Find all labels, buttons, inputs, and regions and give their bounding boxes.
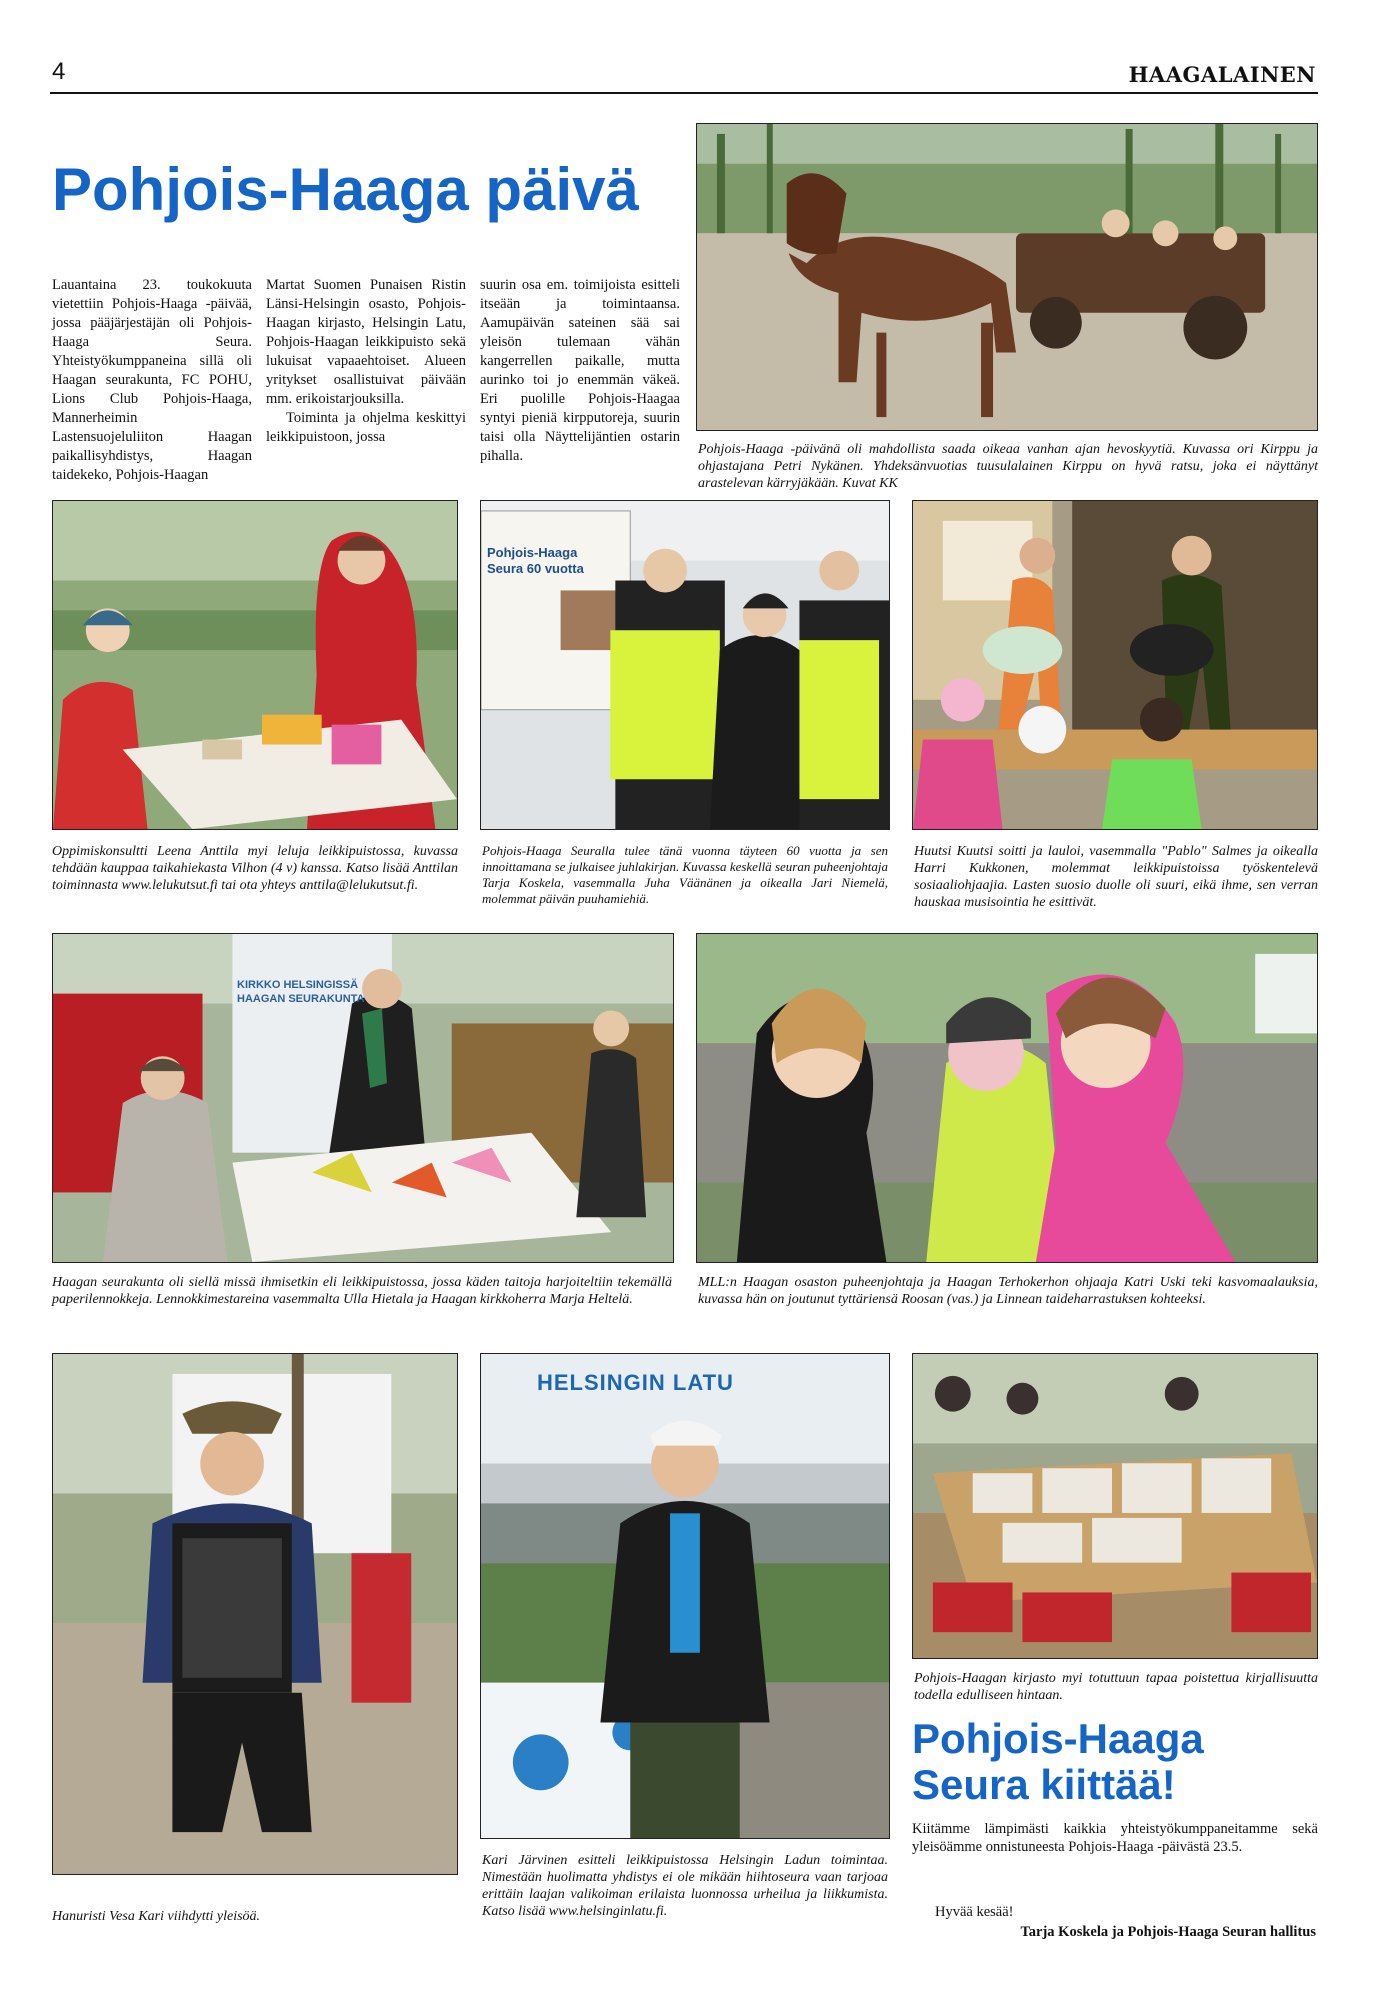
article-column-1 bbox=[52, 276, 252, 485]
photo-church-booth bbox=[52, 933, 674, 1263]
page-number: 4 bbox=[52, 58, 66, 85]
caption-book-sale: Pohjois-Haagan kirjasto myi totuttuun tapaa poistettua kirjallisuutta todella edulliseen hintaan. bbox=[914, 1671, 1318, 1703]
thanks-greeting: Hyvää kesää! bbox=[935, 1904, 1014, 1920]
tent-text: HELSINGIN LATU bbox=[537, 1370, 734, 1395]
caption-toy-seller: Oppimiskonsultti Leena Anttila myi leluja leikkipuistossa, kuvassa tehdään kauppaa taikahiekasta Vilhon (4 v) kanssa. Katso lisää Anttilan toiminnasta www.lelukutsut.fi tai ota yhteys anttila@lelukutsut.fi. bbox=[52, 844, 458, 893]
column-2-paragraph-1: Martat Suomen Punaisen Ristin Länsi-Helsingin osasto, Pohjois-Haagan kirjasto, Helsingin Latu, Pohjois-Haagan leikkipuisto sekä lukuisat vapaaehtoiset. Alueen yritykset osallistuivat päivään mm. erikoistarjouksilla. bbox=[266, 277, 466, 407]
caption-face-painting: MLL:n Haagan osaston puheenjohtaja ja Haagan Terhokerhon ohjaaja Katri Uski teki kasvomaalauksia, kuvassa hän on joutunut tyttäriensä Roosan (vas.) ja Linnean taideharrastuksen kohteeksi. bbox=[698, 1275, 1318, 1307]
church-banner-text: KIRKKO HELSINGISSÄ HAAGAN SEURAKUNTA bbox=[237, 979, 365, 1005]
column-3-paragraph-1: suurin osa em. toimijoista esitteli itseään ja toimintaansa. Aamupäivän sateinen sää sai yleisön tulemaan vähän kangerrellen paikalle, mutta aurinko toi jo enemmän väkeä. Eri puolille Pohjois-Haagaa syntyi pieniä kirpputoreja, suurin taisi olla Näyttelijäntien ostarin pihalla. bbox=[480, 277, 680, 464]
caption-musicians: Huutsi Kuutsi soitti ja lauloi, vasemmalla "Pablo" Salmes ja oikealla Harri Kukkonen, molemmat leikkipuistoissa työskentelevä sosiaaliohjaajia. Lasten suosio duolle oli suuri, eikä ihme, sen verran hauskaa musisointia he esittivät. bbox=[914, 844, 1318, 910]
publication-name: HAAGALAINEN bbox=[1128, 62, 1316, 87]
photo-face-painting bbox=[696, 933, 1318, 1263]
caption-seura-board: Pohjois-Haaga Seuralla tulee tänä vuonna täyteen 60 vuotta ja sen innoittamana se julkaisee juhlakirjan. Kuvassa keskellä seuran puheenjohtaja Tarja Koskela, vasemmalla Juha Väänänen ja oikealla Jari Niemelä, molemmat päivän puuhamiehiä. bbox=[482, 843, 888, 906]
photo-musicians bbox=[912, 500, 1318, 830]
photo-accordion-player bbox=[52, 1353, 458, 1875]
article-title: Pohjois-Haaga päivä bbox=[52, 156, 639, 223]
thanks-body: Kiitämme lämpimästi kaikkia yhteistyökumppaneitamme sekä yleisöämme onnistuneesta Pohjois-Haaga -päivästä 23.5. bbox=[912, 1821, 1318, 1855]
photo-toy-seller bbox=[52, 500, 458, 830]
header-rule bbox=[50, 92, 1318, 94]
photo-horse-cart bbox=[696, 123, 1318, 431]
caption-accordion-player: Hanuristi Vesa Kari viihdytti yleisöä. bbox=[52, 1909, 261, 1924]
photo-helsingin-latu bbox=[480, 1353, 890, 1839]
caption-church-booth: Haagan seurakunta oli siellä missä ihmisetkin eli leikkipuistossa, jossa käden taitoja harjoiteltiin tekemällä paperilennokkeja. Lennokkimestareina vasemmalta Ulla Hietala ja Haagan kirkkoherra Marja Heltelä. bbox=[52, 1275, 672, 1307]
article-column-2 bbox=[266, 276, 466, 447]
article-column-3 bbox=[480, 276, 680, 466]
caption-helsingin-latu: Kari Järvinen esitteli leikkipuistossa Helsingin Ladun toimintaa. Nimestään huolimatta yhdistys ei ole mikään hiihtoseura vaan tarjoaa erittäin laajan valikoiman erilaista luonnossa urheilua ja liikkumista. Katso lisää www.helsinginlatu.fi. bbox=[482, 1853, 888, 1919]
thanks-title: Pohjois-Haaga Seura kiittää! bbox=[912, 1715, 1204, 1808]
photo-book-sale bbox=[912, 1353, 1318, 1659]
photo-seura-board bbox=[480, 500, 890, 830]
caption-horse-cart: Pohjois-Haaga -päivänä oli mahdollista saada oikeaa vanhan ajan hevoskyytiä. Kuvassa ori Kirppu ja ohjastajana Petri Nykänen. Yhdeksänvuotias tuusulalainen Kirppu on hyvä ratsu, joka ei näyttänyt arastelevan kärryjäkään. Kuvat KK bbox=[698, 442, 1318, 491]
column-2-paragraph-2: Toiminta ja ohjelma keskittyi leikkipuistoon, jossa bbox=[266, 410, 466, 445]
thanks-signature: Tarja Koskela ja Pohjois-Haaga Seuran hallitus bbox=[1020, 1924, 1316, 1940]
column-1-paragraph-1: Lauantaina 23. toukokuuta vietettiin Pohjois-Haaga -päivää, jossa pääjärjestäjän oli Pohjois-Haaga Seura. Yhteistyökumppaneina sillä oli Haagan seurakunta, FC POHU, Lions Club Pohjois-Haaga, Mannerheimin Lastensuojeluliiton Haagan paikallisyhdistys, Haagan taidekeko, Pohjois-Haagan bbox=[52, 277, 252, 483]
poster-title: Pohjois-Haaga Seura 60 vuotta bbox=[487, 545, 584, 576]
